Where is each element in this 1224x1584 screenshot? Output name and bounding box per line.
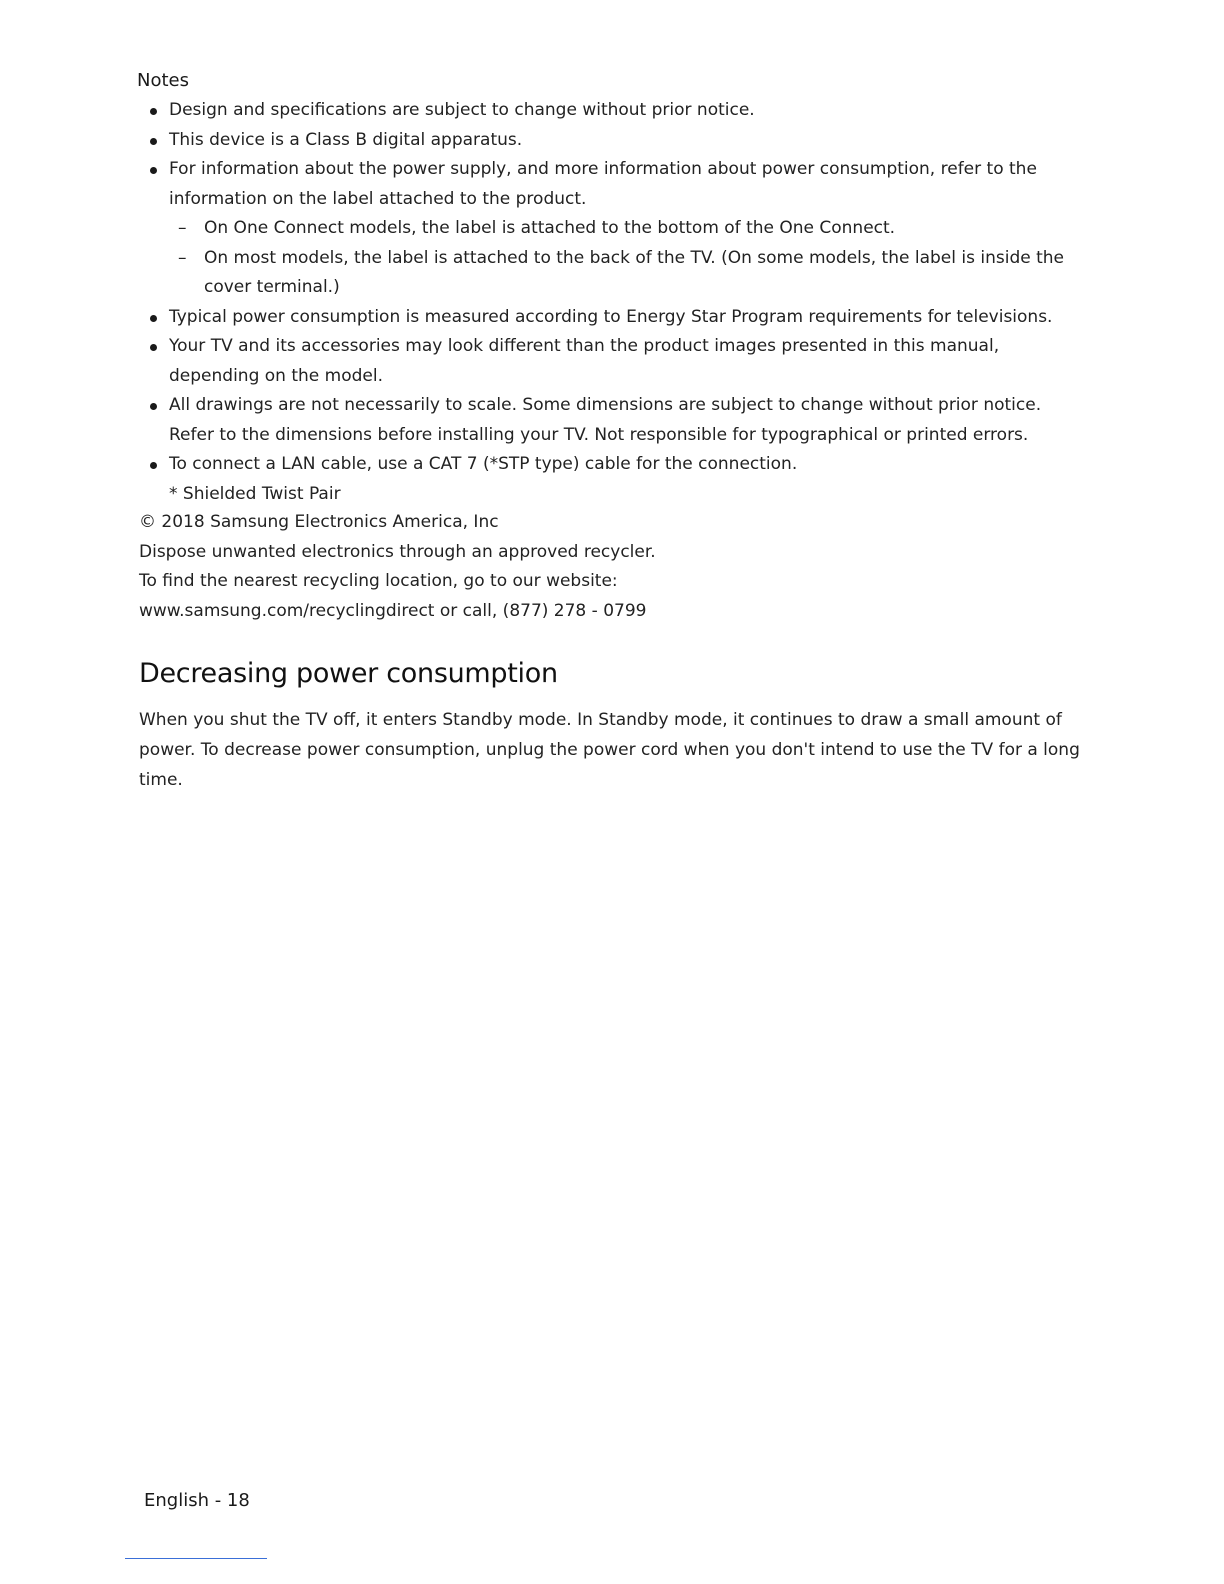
bullet-icon	[150, 108, 157, 115]
bullet-icon	[150, 315, 157, 322]
bullet-icon	[150, 403, 157, 410]
list-item	[0, 303, 1224, 333]
section-heading: Decreasing power consumption	[139, 658, 558, 689]
section-body: When you shut the TV off, it enters Standby mode. In Standby mode, it continues to draw a small amount of power. To decrease power consumption, unplug the power cord when you don't intend to use the TV for a long time.	[139, 710, 1080, 790]
bottom-divider	[125, 1558, 267, 1559]
note-text: This device is a Class B digital apparatus.	[169, 129, 523, 150]
dash-icon: –	[178, 218, 187, 238]
note-text: Typical power consumption is measured according to Energy Star Program requirements for televisions.	[169, 306, 1053, 327]
notes-title: Notes	[137, 70, 189, 91]
bullet-icon	[150, 462, 157, 469]
note-text: Design and specifications are subject to change without prior notice.	[169, 100, 755, 120]
note-text: Your TV and its accessories may look different than the product images presented in this manual, depending on the model.	[169, 336, 1000, 386]
list-item	[0, 96, 1224, 126]
bullet-icon	[150, 167, 157, 174]
copyright-block	[139, 508, 656, 626]
bullet-icon	[150, 138, 157, 145]
note-text: All drawings are not necessarily to scale. Some dimensions are subject to change without prior notice. Refer to the dimensions before installing your TV. Not responsible for typographical or printed errors.	[169, 395, 1042, 445]
sub-list-item	[169, 244, 1084, 303]
list-item	[0, 155, 1224, 303]
list-item	[0, 450, 1224, 509]
bullet-icon	[150, 344, 157, 351]
recycle-contact-line: www.samsung.com/recyclingdirect or call, (877) 278 - 0799	[139, 600, 647, 621]
copyright-line: © 2018 Samsung Electronics America, Inc	[139, 512, 499, 532]
sub-list-item	[169, 214, 1084, 244]
notes-list	[0, 96, 1224, 509]
recycle-line: To find the nearest recycling location, go to our website:	[139, 571, 618, 591]
list-item	[0, 126, 1224, 156]
list-item	[0, 391, 1224, 450]
page-number: English - 18	[144, 1490, 250, 1511]
list-item	[0, 332, 1224, 391]
sub-note-text: On One Connect models, the label is attached to the bottom of the One Connect.	[204, 218, 896, 238]
note-text: For information about the power supply, and more information about power consumption, refer to the information on the label attached to the product.	[169, 159, 1037, 209]
dash-icon: –	[178, 247, 187, 268]
footnote: * Shielded Twist Pair	[169, 483, 341, 504]
recycle-line: Dispose unwanted electronics through an approved recycler.	[139, 541, 656, 562]
note-text: To connect a LAN cable, use a CAT 7 (*STP type) cable for the connection.	[169, 454, 798, 474]
sub-note-text: On most models, the label is attached to the back of the TV. (On some models, the label is inside the cover terminal.)	[204, 247, 1064, 297]
sub-list	[169, 214, 1084, 303]
